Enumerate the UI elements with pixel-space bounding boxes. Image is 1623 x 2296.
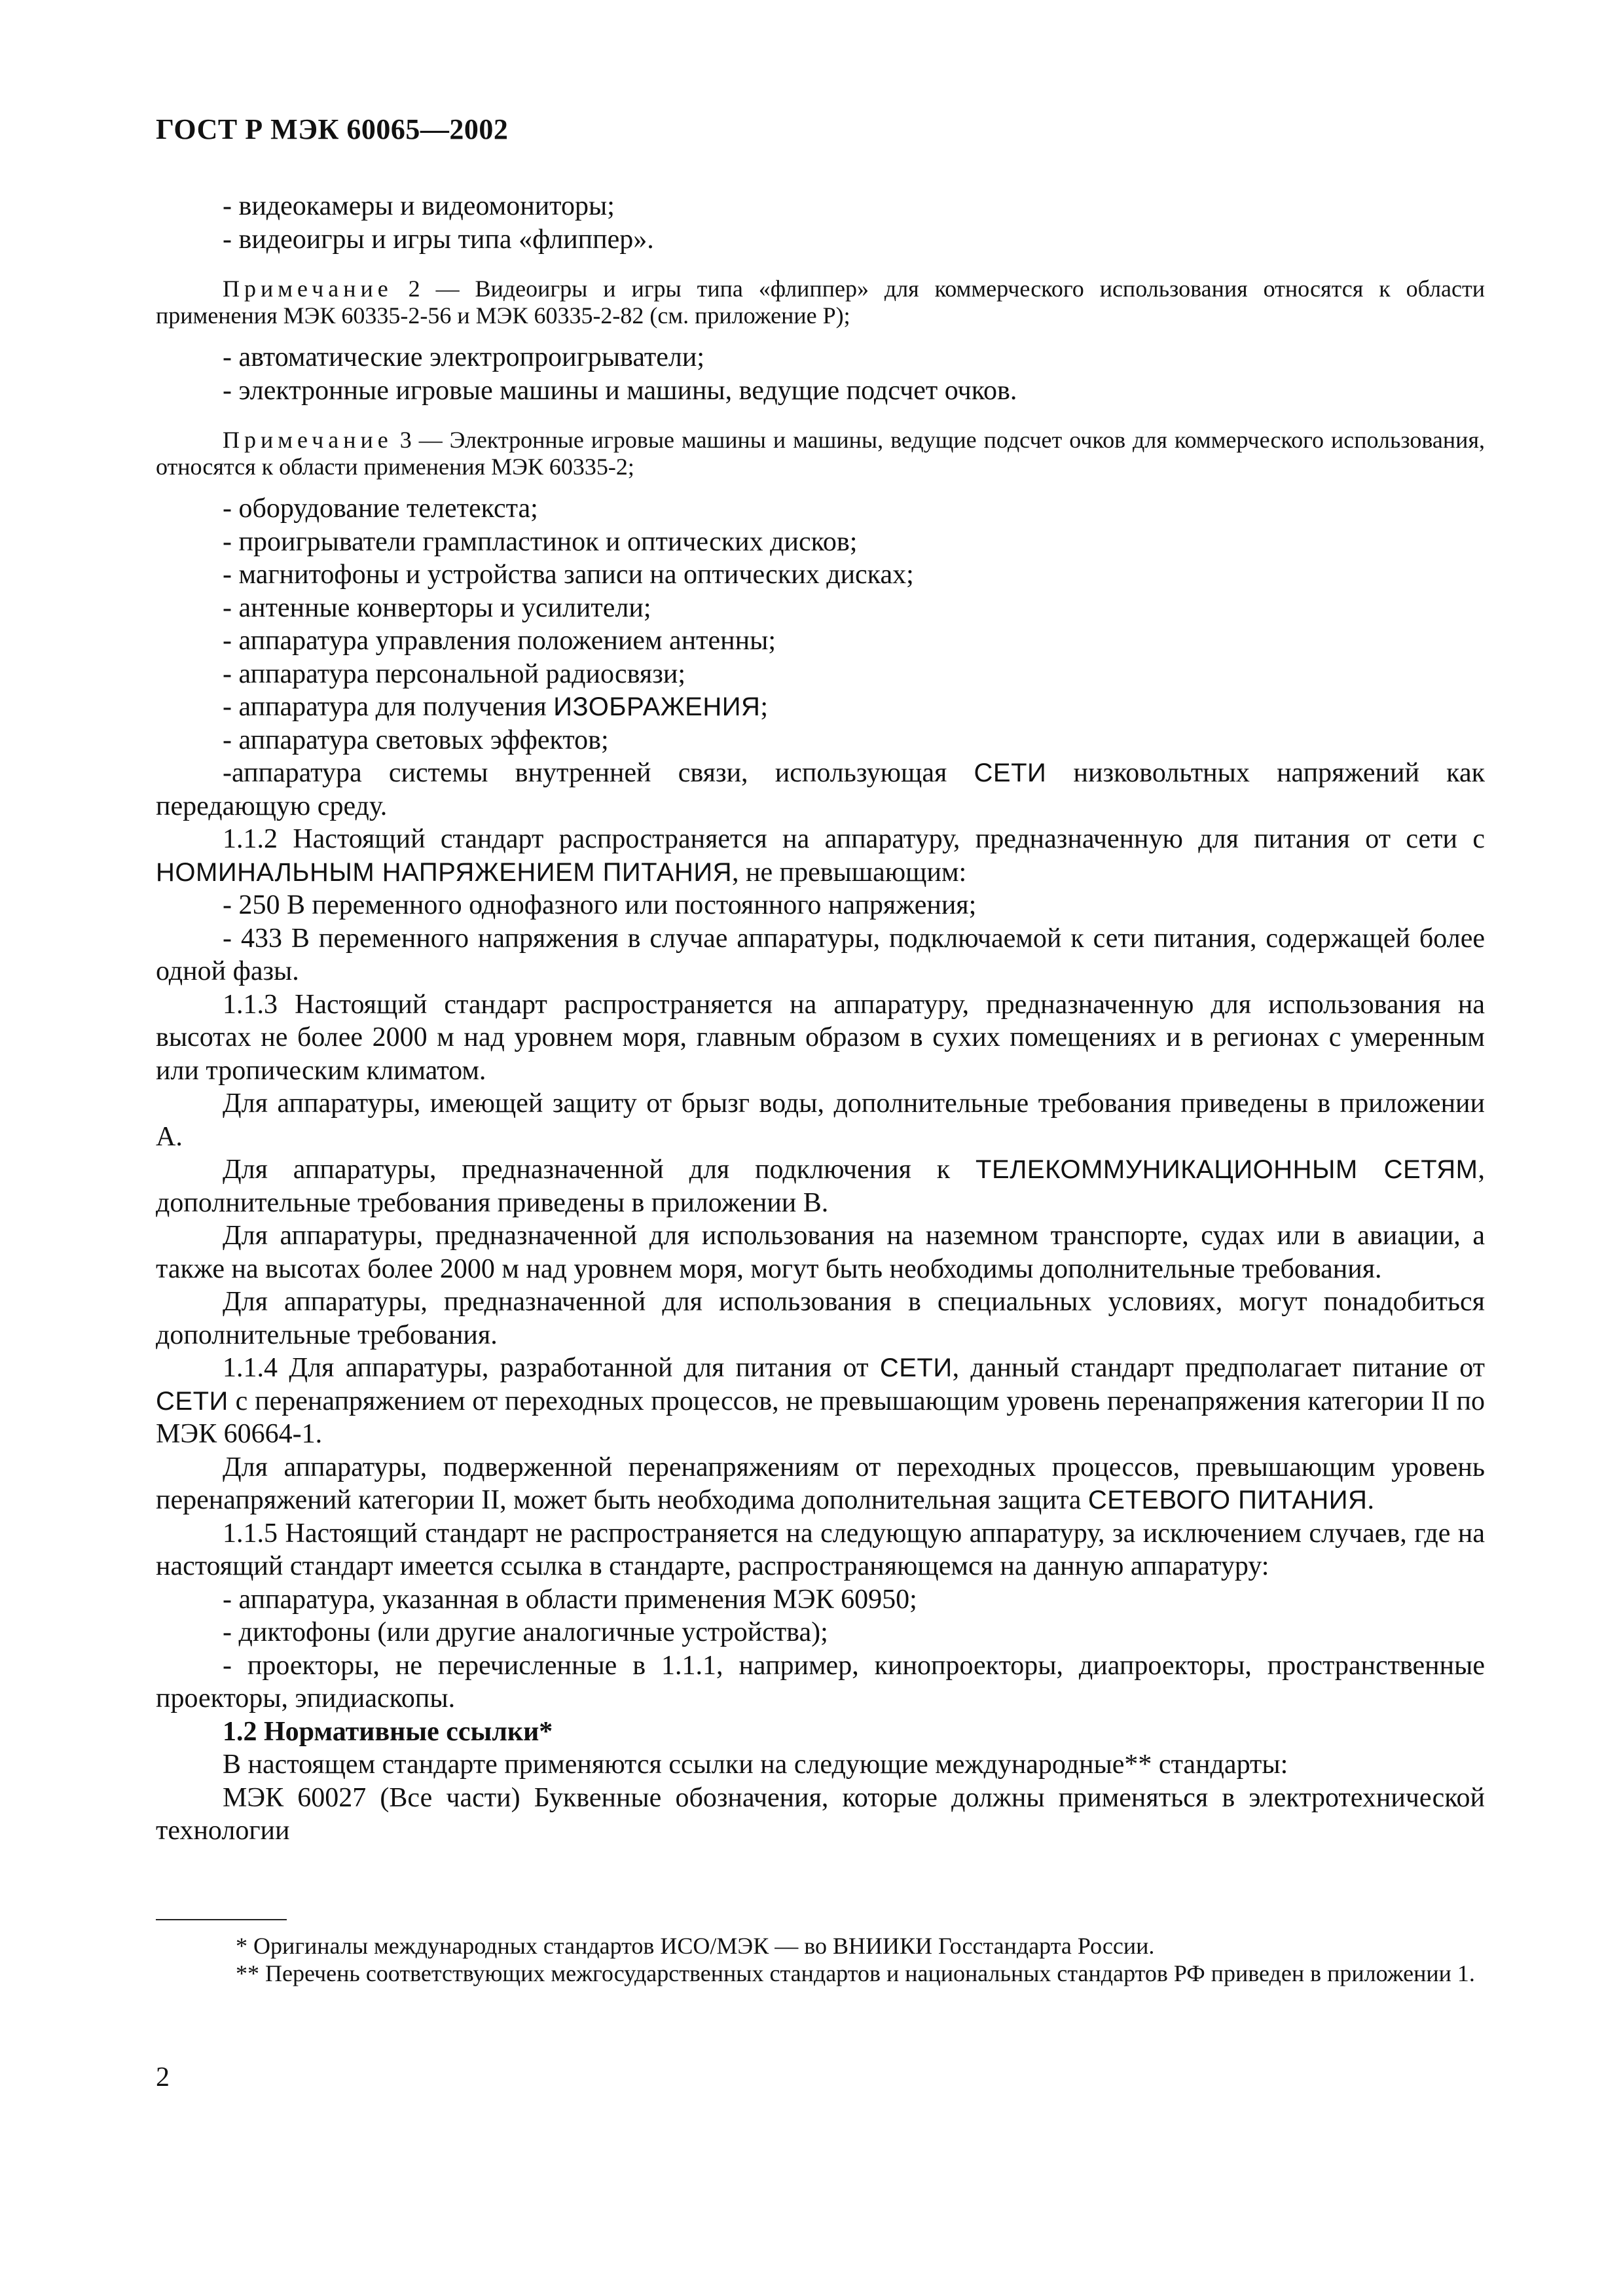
list-item: - проигрыватели грампластинок и оптических дисков; [223,526,858,557]
list-item: - видеоигры и игры типа «флиппер». [223,224,654,255]
list-item: - диктофоны (или другие аналогичные устройства); [223,1617,828,1647]
list-item: - оборудование телетекста; [223,493,538,524]
list-item: - аппаратура управления положением антенны; [223,626,776,656]
text: - аппаратура для получения [223,692,554,722]
text: . [1367,1485,1374,1515]
text: ; [760,692,769,722]
defined-term: НОМИНАЛЬНЫМ НАПРЯЖЕНИЕМ ПИТАНИЯ [156,857,732,887]
footnotes [156,1932,1485,1987]
paragraph-telecom [156,1153,1485,1219]
defined-term: ТЕЛЕКОММУНИКАЦИОННЫМ СЕТЯМ [976,1155,1478,1184]
list-item: - аппаратура световых эффектов; [223,725,609,755]
note-text: 2 — Видеоигры и игры типа «флиппер» для коммерческого использования относятся к области применения МЭК 60335-2-56 и МЭК 60335-2-82 (см. приложение Р); [156,276,1485,329]
paragraph-1-1-4 [156,1352,1485,1451]
note-text: 3 — Электронные игровые машины и машины, ведущие подсчет очков для коммерческого использования, относятся к области применения МЭК 60335-2; [156,427,1485,480]
paragraph: Для аппаратуры, имеющей защиту от брызг воды, дополнительные требования приведены в приложении А. [156,1088,1485,1152]
list-item: - аппаратура, указанная в области применения МЭК 60950; [223,1584,917,1615]
document-body [156,190,1485,1848]
paragraph-1-1-3: 1.1.3 Настоящий стандарт распространяется на аппаратуру, предназначенную для использования на высотах не более 2000 м над уровнем моря, главным образом в сухих помещениях и в регионах с умеренным или тропическим климатом. [156,989,1485,1086]
paragraph: Для аппаратуры, предназначенной для использования в специальных условиях, могут понадобиться дополнительные требования. [156,1287,1485,1350]
list-item: - 250 В переменного однофазного или постоянного напряжения; [223,890,977,920]
text: Для аппаратуры, предназначенной для подключения к [223,1155,976,1185]
note-label: Примечание [223,276,393,302]
footnote: ** Перечень соответствующих межгосударственных стандартов и национальных стандартов РФ приведен в приложении 1. [236,1960,1475,1986]
text: 1.1.4 Для аппаратуры, разработанной для питания от [223,1353,880,1383]
list-item: - антенные конверторы и усилители; [223,592,651,623]
reference-iec-60027: МЭК 60027 (Все части) Буквенные обозначения, которые должны применяться в электротехнической технологии [156,1782,1485,1846]
paragraph-overvoltage [156,1451,1485,1517]
list-item: - аппаратура персональной радиосвязи; [223,658,685,689]
text: 1.1.2 Настоящий стандарт распространяется на аппаратуру, предназначенную для питания от сети с [223,824,1485,854]
paragraph-1-1-5: 1.1.5 Настоящий стандарт не распространяется на следующую аппаратуру, за исключением случаев, где на настоящий стандарт имеется ссылка в стандарте, распространяющемся на данную аппаратуру: [156,1518,1485,1581]
document-header: ГОСТ Р МЭК 60065—2002 [156,113,509,145]
paragraph-1-1-2 [156,823,1485,889]
note-label: Примечание [223,427,393,453]
section-heading-1-2: 1.2 Нормативные ссылки* [223,1716,553,1747]
text: -аппаратура системы внутренней связи, использующая [223,758,974,788]
text: , дополнительные требования приведены в приложении В. [156,1155,1485,1218]
list-item: - электронные игровые машины и машины, ведущие подсчет очков. [223,375,1017,406]
page-number: 2 [156,2062,170,2092]
paragraph: В настоящем стандарте применяются ссылки на следующие международные** стандарты: [223,1749,1288,1780]
list-item: - автоматические электропроигрыватели; [223,342,704,372]
footnote-divider [156,1919,287,1920]
text: Для аппаратуры, подверженной перенапряжениям от переходных процессов, превышающим уровень перенапряжений категории II, может быть необходима дополнительная защита [156,1452,1485,1515]
defined-term: СЕТЕВОГО ПИТАНИЯ [1087,1486,1368,1515]
defined-term: ИЗОБРАЖЕНИЯ [553,692,761,721]
list-item: - проекторы, не перечисленные в 1.1.1, например, кинопроекторы, диапроекторы, пространственные проекторы, эпидиаскопы. [156,1650,1485,1713]
note-2 [156,276,1485,329]
text: , не превышающим: [731,857,967,888]
list-item: - видеокамеры и видеомониторы; [223,191,615,221]
list-item: - 433 В переменного напряжения в случае аппаратуры, подключаемой к сети питания, содержащей более одной фазы. [156,923,1485,986]
text: , данный стандарт предполагает питание от [952,1353,1485,1383]
paragraph: Для аппаратуры, предназначенной для использования на наземном транспорте, судах или в авиации, а также на высотах более 2000 м над уровнем моря, могут быть необходимы дополнительные требования. [156,1221,1485,1284]
list-item: - магнитофоны и устройства записи на оптических дисках; [223,560,914,590]
list-item-intercom [156,757,1485,823]
text: низковольтных напряжений как передающую среду. [156,758,1486,821]
list-item-image [156,691,1485,724]
defined-term: СЕТИ [974,759,1047,787]
footnote: * Оригиналы международных стандартов ИСО/МЭК — во ВНИИКИ Госстандарта России. [236,1933,1155,1959]
defined-term: СЕТИ [156,1386,228,1416]
note-3 [156,427,1485,480]
text: с перенапряжением от переходных процессов, не превышающим уровень перенапряжения категории II по МЭК 60664-1. [156,1386,1485,1449]
defined-term: СЕТИ [879,1354,953,1382]
